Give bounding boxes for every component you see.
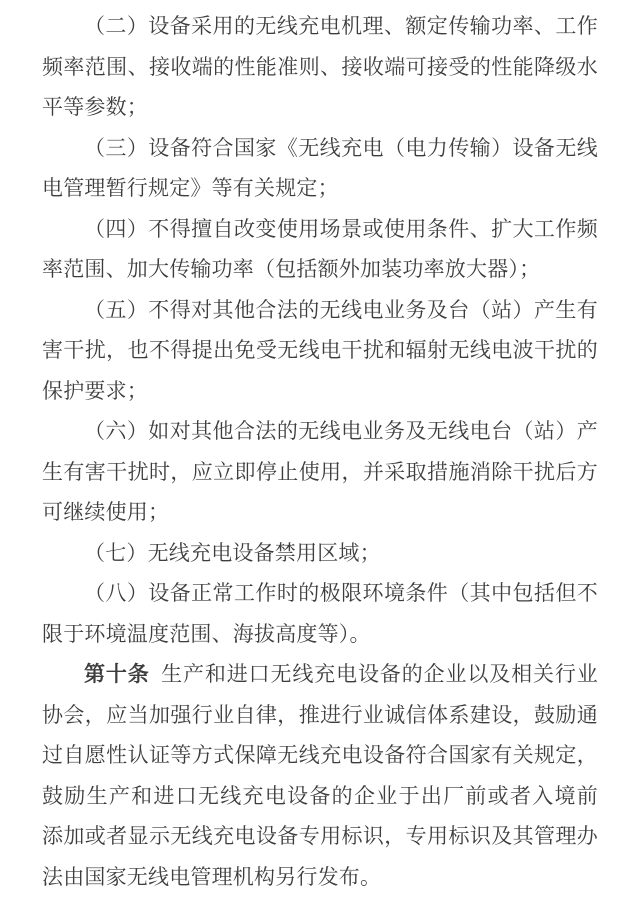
paragraph-article-10 [42, 654, 598, 897]
text-line: 限于环境温度范围、海拔高度等）。 [42, 621, 371, 646]
text-line: 协会，应当加强行业自律，推进行业诚信体系建设，鼓励通 [42, 702, 598, 727]
text-line: 率范围、加大传输功率（包括额外加装功率放大器）； [42, 257, 541, 281]
text-line: 法由国家无线电管理机构另行发布。 [42, 864, 382, 889]
article-text-start: 生产和进口无线充电设备的企业以及相关行业 [161, 662, 598, 686]
text-line: 频率范围、接收端的性能准则、接收端可接受的性能降级水 [42, 54, 598, 79]
paragraph-item-7 [42, 533, 598, 574]
text-line: （二）设备采用的无线充电机理、额定传输功率、工作 [84, 14, 598, 38]
text-line: 电管理暂行规定》等有关规定； [42, 176, 339, 200]
text-line: （八）设备正常工作时的极限环境条件（其中包括但不 [84, 581, 598, 605]
text-line: 过自愿性认证等方式保障无线充电设备符合国家有关规定， [42, 743, 598, 767]
text-line: （四）不得擅自改变使用场景或使用条件、扩大工作频 [84, 216, 598, 241]
paragraph-item-5 [42, 290, 598, 412]
paragraph-item-8 [42, 573, 598, 654]
text-line: 添加或者显示无线充电设备专用标识，专用标识及其管理办 [42, 824, 598, 848]
text-line: （五）不得对其他合法的无线电业务及台（站）产生有 [84, 297, 598, 322]
text-line: （七）无线充电设备禁用区域； [84, 540, 381, 565]
text-line: 鼓励生产和进口无线充电设备的企业于出厂前或者入境前 [42, 783, 598, 808]
text-line: 可继续使用； [42, 500, 170, 524]
text-line: 生有害干扰时，应立即停止使用，并采取措施消除干扰后方 [42, 459, 598, 484]
text-line: （六）如对其他合法的无线电业务及无线电台（站）产 [84, 419, 598, 443]
paragraph-item-6 [42, 411, 598, 533]
paragraph-item-2 [42, 6, 598, 128]
text-line: （三）设备符合国家《无线充电（电力传输）设备无线 [84, 135, 598, 160]
paragraph-item-4 [42, 209, 598, 290]
text-line: 保护要求； [42, 378, 148, 403]
article-number-label: 第十条 [84, 662, 150, 686]
text-line: 平等参数； [42, 95, 148, 119]
text-line: 害干扰，也不得提出免受无线电干扰和辐射无线电波干扰的 [42, 338, 598, 362]
text-line [42, 654, 598, 695]
paragraph-item-3 [42, 128, 598, 209]
